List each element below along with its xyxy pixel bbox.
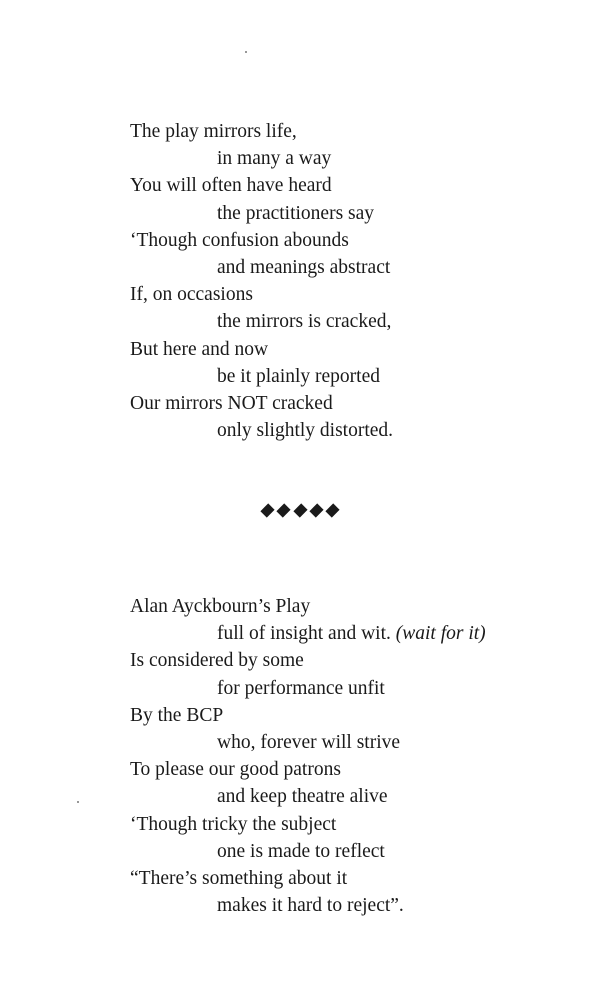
stanza-one: [130, 118, 570, 444]
poem-line-indented: makes it hard to reject”.: [217, 895, 404, 917]
poem-line-indented: only slightly distorted.: [217, 420, 394, 442]
poem-line: Our mirrors NOT cracked: [130, 392, 333, 414]
poem-line-indented: for performance unfit: [217, 677, 385, 699]
diamond-icon: [277, 503, 291, 517]
poem-line-indented: and meanings abstract: [217, 256, 391, 278]
poem-line-indented: in many a way: [217, 148, 332, 170]
poem-line-indented: be it plainly reported: [217, 365, 380, 387]
diamond-icon: [309, 503, 323, 517]
poem-line: To please our good patrons: [130, 759, 341, 781]
poem-line: Alan Ayckbourn’s Play: [130, 596, 311, 617]
poem-line-text: full of insight and wit.: [217, 623, 391, 645]
poem-line-indented: the practitioners say: [217, 202, 375, 224]
poem-line: Is considered by some: [130, 650, 304, 672]
diamond-divider: [0, 505, 600, 516]
scan-speck: [245, 51, 247, 53]
poem-line: ‘Though tricky the subject: [130, 813, 337, 835]
poem-line: The play mirrors life,: [130, 121, 297, 142]
poem-line: You will often have heard: [130, 175, 332, 197]
poem-line: “There’s something about it: [130, 867, 348, 889]
poem-line-indented: who, forever will strive: [217, 731, 401, 753]
poem-line: But here and now: [130, 338, 269, 360]
poem-line-indented: [130, 620, 570, 647]
diamond-icon: [325, 503, 339, 517]
poem-line: ‘Though confusion abounds: [130, 229, 349, 251]
poem-line: If, on occasions: [130, 284, 253, 306]
poem-line: By the BCP: [130, 704, 224, 726]
diamond-icon: [293, 503, 307, 517]
poem-line-indented: and keep theatre alive: [217, 786, 388, 808]
stanza-two: [130, 593, 570, 919]
poem-aside: (wait for it): [395, 623, 486, 645]
poem-line-indented: one is made to reflect: [217, 840, 385, 862]
scan-speck: [77, 801, 79, 803]
poem-line-indented: the mirrors is cracked,: [217, 311, 392, 333]
diamond-icon: [261, 503, 275, 517]
